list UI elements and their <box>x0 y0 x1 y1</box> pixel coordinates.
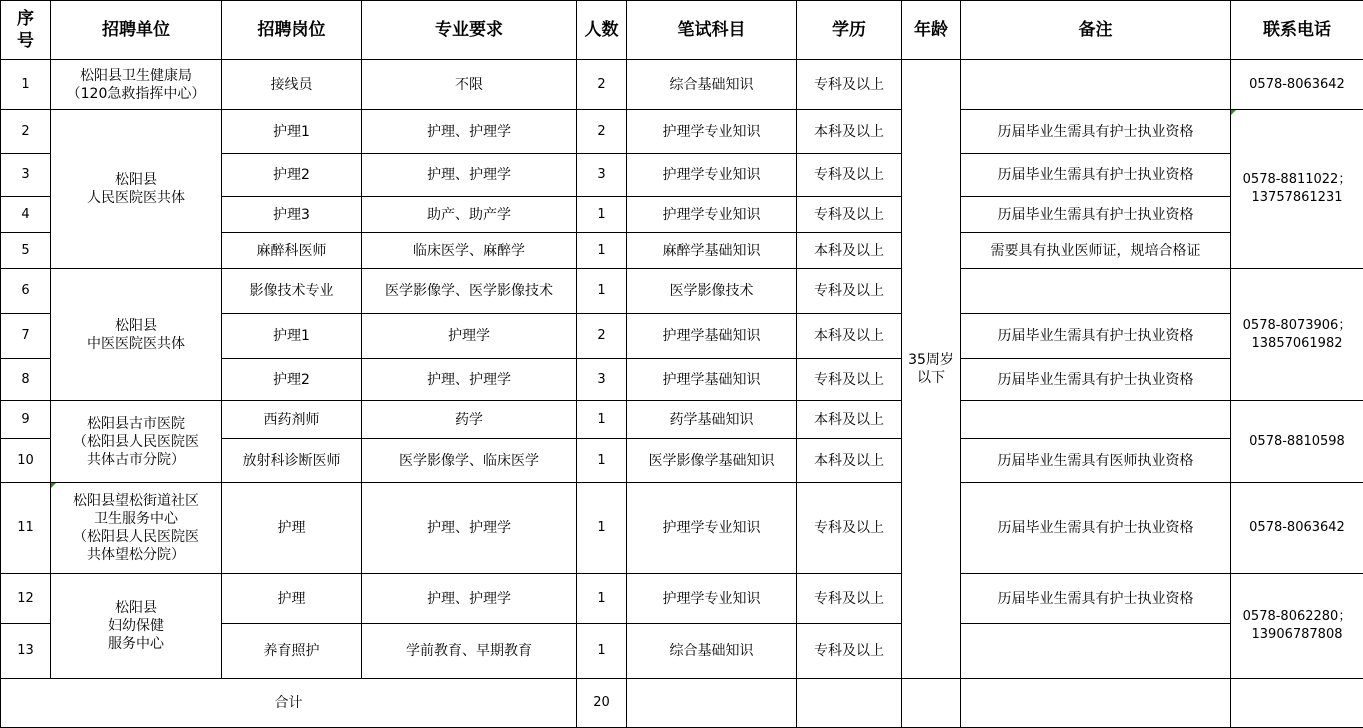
header-count: 人数 <box>577 1 627 60</box>
cell-remark: 历届毕业生需具有护士执业资格 <box>961 110 1231 154</box>
total-row <box>1 679 1363 728</box>
cell-seq: 10 <box>1 439 51 483</box>
cell-major: 护理、护理学 <box>362 483 577 574</box>
cell-seq: 3 <box>1 154 51 197</box>
cell-post: 护理2 <box>222 359 362 401</box>
cell-remark <box>961 624 1231 679</box>
cell-remark: 历届毕业生需具有护士执业资格 <box>961 574 1231 624</box>
cell-major: 药学 <box>362 401 577 439</box>
cell-unit: 松阳县古市医院 （松阳县人民医院医 共体古市分院） <box>51 401 222 483</box>
cell-edu: 本科及以上 <box>797 314 902 359</box>
cell-seq: 13 <box>1 624 51 679</box>
cell-edu: 本科及以上 <box>797 439 902 483</box>
cell-age: 35周岁 以下 <box>902 60 961 679</box>
cell-seq: 7 <box>1 314 51 359</box>
cell-seq: 5 <box>1 233 51 269</box>
cell-major: 护理学 <box>362 314 577 359</box>
cell-edu: 专科及以上 <box>797 359 902 401</box>
cell-count: 3 <box>577 359 627 401</box>
cell-major: 医学影像学、医学影像技术 <box>362 269 577 314</box>
cell-exam: 护理学专业知识 <box>627 110 797 154</box>
cell-seq: 12 <box>1 574 51 624</box>
total-label: 合计 <box>1 679 577 728</box>
cell-post: 麻醉科医师 <box>222 233 362 269</box>
table-row <box>1 60 1363 110</box>
cell-exam: 护理学基础知识 <box>627 359 797 401</box>
total-empty-exam <box>627 679 797 728</box>
cell-count: 1 <box>577 233 627 269</box>
table-row <box>1 110 1363 154</box>
cell-exam: 护理学专业知识 <box>627 574 797 624</box>
cell-post: 护理 <box>222 574 362 624</box>
cell-remark <box>961 60 1231 110</box>
cell-post: 护理1 <box>222 110 362 154</box>
cell-remark: 历届毕业生需具有护士执业资格 <box>961 197 1231 233</box>
cell-major: 护理、护理学 <box>362 359 577 401</box>
cell-post: 养育照护 <box>222 624 362 679</box>
cell-count: 1 <box>577 624 627 679</box>
cell-post: 护理 <box>222 483 362 574</box>
header-phone: 联系电话 <box>1231 1 1363 60</box>
cell-count: 2 <box>577 60 627 110</box>
table-row <box>1 401 1363 439</box>
cell-count: 2 <box>577 314 627 359</box>
cell-count: 2 <box>577 110 627 154</box>
cell-exam: 医学影像学基础知识 <box>627 439 797 483</box>
cell-remark: 历届毕业生需具有护士执业资格 <box>961 359 1231 401</box>
cell-unit: 松阳县 人民医院医共体 <box>51 110 222 269</box>
header-exam: 笔试科目 <box>627 1 797 60</box>
header-remark: 备注 <box>961 1 1231 60</box>
cell-seq: 11 <box>1 483 51 574</box>
cell-remark: 历届毕业生需具有护士执业资格 <box>961 154 1231 197</box>
cell-exam: 护理学专业知识 <box>627 197 797 233</box>
cell-edu: 专科及以上 <box>797 483 902 574</box>
cell-remark: 历届毕业生需具有护士执业资格 <box>961 314 1231 359</box>
cell-phone: 0578-8063642 <box>1231 60 1363 110</box>
cell-edu: 专科及以上 <box>797 574 902 624</box>
cell-phone: 0578-8073906； 13857061982 <box>1231 269 1363 401</box>
total-empty-edu <box>797 679 902 728</box>
cell-edu: 本科及以上 <box>797 233 902 269</box>
cell-major: 护理、护理学 <box>362 110 577 154</box>
header-edu: 学历 <box>797 1 902 60</box>
cell-exam: 护理学基础知识 <box>627 314 797 359</box>
cell-seq: 6 <box>1 269 51 314</box>
cell-exam: 护理学专业知识 <box>627 483 797 574</box>
cell-exam: 药学基础知识 <box>627 401 797 439</box>
cell-seq: 2 <box>1 110 51 154</box>
cell-count: 1 <box>577 269 627 314</box>
cell-seq: 4 <box>1 197 51 233</box>
cell-count: 1 <box>577 197 627 233</box>
cell-major: 助产、助产学 <box>362 197 577 233</box>
cell-major: 学前教育、早期教育 <box>362 624 577 679</box>
table-row <box>1 574 1363 624</box>
cell-post: 影像技术专业 <box>222 269 362 314</box>
header-unit: 招聘单位 <box>51 1 222 60</box>
cell-exam: 护理学专业知识 <box>627 154 797 197</box>
cell-major: 医学影像学、临床医学 <box>362 439 577 483</box>
table-row <box>1 269 1363 314</box>
header-seq: 序 号 <box>1 1 51 60</box>
cell-seq: 9 <box>1 401 51 439</box>
cell-count: 1 <box>577 483 627 574</box>
table-row <box>1 483 1363 574</box>
cell-edu: 专科及以上 <box>797 154 902 197</box>
total-count: 20 <box>577 679 627 728</box>
cell-count: 1 <box>577 574 627 624</box>
cell-phone: 0578-8063642 <box>1231 483 1363 574</box>
cell-unit: 松阳县 妇幼保健 服务中心 <box>51 574 222 679</box>
cell-count: 1 <box>577 401 627 439</box>
cell-phone: 0578-8810598 <box>1231 401 1363 483</box>
cell-remark: 历届毕业生需具有医师执业资格 <box>961 439 1231 483</box>
cell-unit: 松阳县卫生健康局 （120急救指挥中心） <box>51 60 222 110</box>
cell-post: 护理2 <box>222 154 362 197</box>
cell-edu: 专科及以上 <box>797 269 902 314</box>
cell-edu: 专科及以上 <box>797 197 902 233</box>
cell-post: 护理1 <box>222 314 362 359</box>
cell-remark <box>961 401 1231 439</box>
cell-phone: 0578-8062280； 13906787808 <box>1231 574 1363 679</box>
cell-unit: 松阳县 中医医院医共体 <box>51 269 222 401</box>
cell-edu: 专科及以上 <box>797 624 902 679</box>
cell-post: 西药剂师 <box>222 401 362 439</box>
cell-major: 护理、护理学 <box>362 154 577 197</box>
header-row <box>1 1 1363 60</box>
cell-exam: 医学影像技术 <box>627 269 797 314</box>
cell-seq: 1 <box>1 60 51 110</box>
cell-major: 临床医学、麻醉学 <box>362 233 577 269</box>
cell-seq: 8 <box>1 359 51 401</box>
total-empty-age <box>902 679 961 728</box>
cell-unit: 松阳县望松街道社区 卫生服务中心 （松阳县人民医院医 共体望松分院） <box>51 483 222 574</box>
total-empty-remark <box>961 679 1231 728</box>
cell-major: 不限 <box>362 60 577 110</box>
cell-post: 护理3 <box>222 197 362 233</box>
total-empty-phone <box>1231 679 1363 728</box>
cell-post: 接线员 <box>222 60 362 110</box>
cell-remark: 历届毕业生需具有护士执业资格 <box>961 483 1231 574</box>
header-major: 专业要求 <box>362 1 577 60</box>
cell-phone: 0578-8811022； 13757861231 <box>1231 110 1363 269</box>
cell-exam: 综合基础知识 <box>627 624 797 679</box>
cell-exam: 综合基础知识 <box>627 60 797 110</box>
cell-count: 3 <box>577 154 627 197</box>
cell-remark <box>961 269 1231 314</box>
cell-remark: 需要具有执业医师证，规培合格证 <box>961 233 1231 269</box>
cell-count: 1 <box>577 439 627 483</box>
cell-edu: 本科及以上 <box>797 110 902 154</box>
cell-edu: 专科及以上 <box>797 60 902 110</box>
cell-edu: 本科及以上 <box>797 401 902 439</box>
cell-major: 护理、护理学 <box>362 574 577 624</box>
cell-post: 放射科诊断医师 <box>222 439 362 483</box>
cell-exam: 麻醉学基础知识 <box>627 233 797 269</box>
header-age: 年龄 <box>902 1 961 60</box>
header-post: 招聘岗位 <box>222 1 362 60</box>
